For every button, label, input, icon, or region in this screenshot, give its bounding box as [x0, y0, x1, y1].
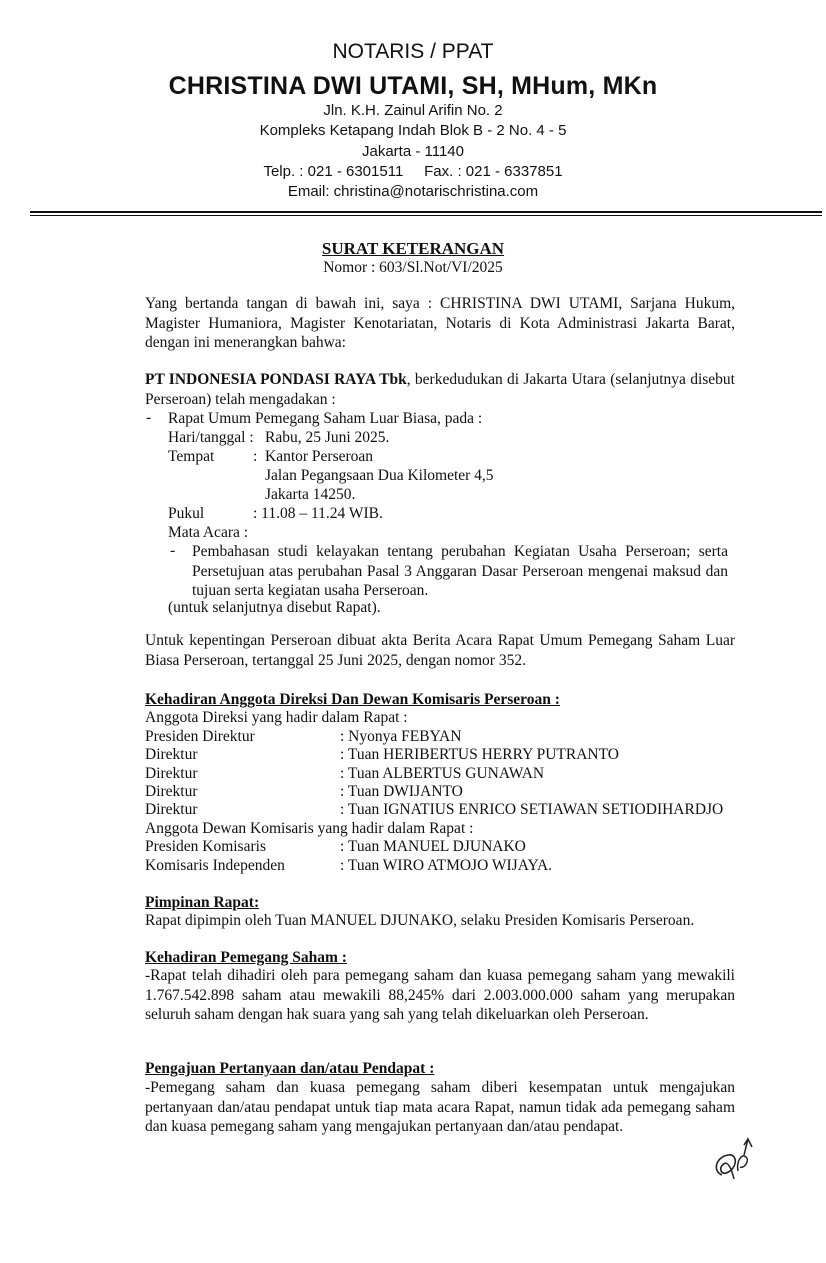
- place-line-3: Jakarta 14250.: [265, 486, 356, 503]
- address-city: Jakarta - 11140: [361, 143, 464, 160]
- director-role: Direktur: [145, 801, 198, 818]
- director-role: Direktur: [145, 765, 198, 782]
- day-label: Hari/tanggal :: [168, 429, 254, 446]
- director-name: : Tuan DWIJANTO: [340, 783, 463, 800]
- time-label: Pukul: [168, 505, 205, 522]
- office-title: NOTARIS / PPAT: [332, 40, 494, 63]
- deed-paragraph: Untuk kepentingan Perseroan dibuat akta Berita Acara Rapat Umum Pemegang Saham Luar Biasa Perseroan, tertanggal 25 Juni 2025, dengan nomor 352.: [145, 632, 735, 669]
- intro-paragraph: Yang bertanda tangan di bawah ini, saya : CHRISTINA DWI UTAMI, Sarjana Hukum, Magister Humaniora, Magister Kenotariatan, Notaris di Kota Administrasi Jakarta Barat, dengan ini menerangkan bahwa:: [145, 295, 735, 351]
- place-colon: :: [253, 448, 258, 465]
- document-number: Nomor : 603/Sl.Not/VI/2025: [323, 259, 503, 276]
- chair-heading: Pimpinan Rapat:: [145, 894, 260, 911]
- commissioner-name: : Tuan WIRO ATMOJO WIJAYA.: [340, 857, 553, 874]
- agenda-item: Pembahasan studi kelayakan tentang perubahan Kegiatan Usaha Perseroan; serta Persetujuan atas perubahan Pasal 3 Anggaran Dasar Perseroan mengenai maksud dan tujuan serta kegiatan usaha Perseroan.: [192, 543, 728, 599]
- notary-name: CHRISTINA DWI UTAMI, SH, MHum, MKn: [168, 72, 658, 100]
- list-dash: -: [146, 409, 152, 426]
- meeting-type: Rapat Umum Pemegang Saham Luar Biasa, pada :: [168, 410, 483, 427]
- questions-heading: Pengajuan Pertanyaan dan/atau Pendapat :: [145, 1060, 435, 1077]
- company-paragraph: [145, 370, 735, 409]
- attendance-heading: Kehadiran Anggota Direksi Dan Dewan Komisaris Perseroan :: [145, 691, 560, 708]
- rapat-note: (untuk selanjutnya disebut Rapat).: [168, 599, 381, 616]
- company-description: , berkedudukan di Jakarta Utara (selanjutnya disebut Perseroan) telah mengadakan :: [145, 371, 735, 408]
- commissioner-name: : Tuan MANUEL DJUNAKO: [340, 838, 526, 855]
- phone-fax: Telp. : 021 - 6301511 Fax. : 021 - 6337851: [263, 163, 563, 180]
- place-line-1: Kantor Perseroan: [265, 448, 374, 465]
- director-name: : Tuan ALBERTUS GUNAWAN: [340, 765, 545, 782]
- commissioners-intro: Anggota Dewan Komisaris yang hadir dalam Rapat :: [145, 820, 474, 837]
- questions-text: -Pemegang saham dan kuasa pemegang saham diberi kesempatan untuk mengajukan pertanyaan dan/atau pendapat untuk tiap mata acara Rapat, namun tidak ada pemegang saham dan kuasa pemegang saham yang mengajukan pertanyaan dan/atau pendapat.: [145, 1079, 735, 1135]
- director-name: : Tuan IGNATIUS ENRICO SETIAWAN SETIODIHARDJO: [340, 801, 724, 818]
- commissioner-role: Presiden Komisaris: [145, 838, 266, 855]
- director-role: Direktur: [145, 783, 198, 800]
- day-value: Rabu, 25 Juni 2025.: [265, 429, 390, 446]
- address-line-2: Kompleks Ketapang Indah Blok B - 2 No. 4 - 5: [259, 122, 567, 139]
- chair-text: Rapat dipimpin oleh Tuan MANUEL DJUNAKO, selaku Presiden Komisaris Perseroan.: [145, 912, 695, 929]
- header-rule-thick: [30, 211, 822, 213]
- shareholders-heading: Kehadiran Pemegang Saham :: [145, 949, 347, 966]
- director-role: Direktur: [145, 746, 198, 763]
- agenda-label: Mata Acara :: [168, 524, 249, 541]
- company-name: PT INDONESIA PONDASI RAYA Tbk: [145, 371, 407, 388]
- agenda-dash: -: [170, 542, 176, 559]
- email: Email: christina@notarischristina.com: [287, 183, 539, 200]
- time-value: : 11.08 – 11.24 WIB.: [253, 505, 383, 522]
- director-name: : Tuan HERIBERTUS HERRY PUTRANTO: [340, 746, 619, 763]
- place-label: Tempat: [168, 448, 215, 465]
- director-role: Presiden Direktur: [145, 728, 255, 745]
- director-name: : Nyonya FEBYAN: [340, 728, 462, 745]
- directors-intro: Anggota Direksi yang hadir dalam Rapat :: [145, 709, 408, 726]
- document-title: SURAT KETERANGAN: [321, 239, 505, 258]
- address-line-1: Jln. K.H. Zainul Arifin No. 2: [323, 102, 503, 119]
- shareholders-text: -Rapat telah dihadiri oleh para pemegang saham dan kuasa pemegang saham yang mewakili 1.767.542.898 saham atau mewakili 88,245% dari 2.003.000.000 saham yang merupakan seluruh saham dengan hak suara yang sah yang telah dikeluarkan oleh Perseroan.: [145, 967, 735, 1023]
- initials-signature: [708, 1135, 764, 1189]
- header-rule-thin: [30, 215, 822, 216]
- commissioner-role: Komisaris Independen: [145, 857, 285, 874]
- place-line-2: Jalan Pegangsaan Dua Kilometer 4,5: [265, 467, 494, 484]
